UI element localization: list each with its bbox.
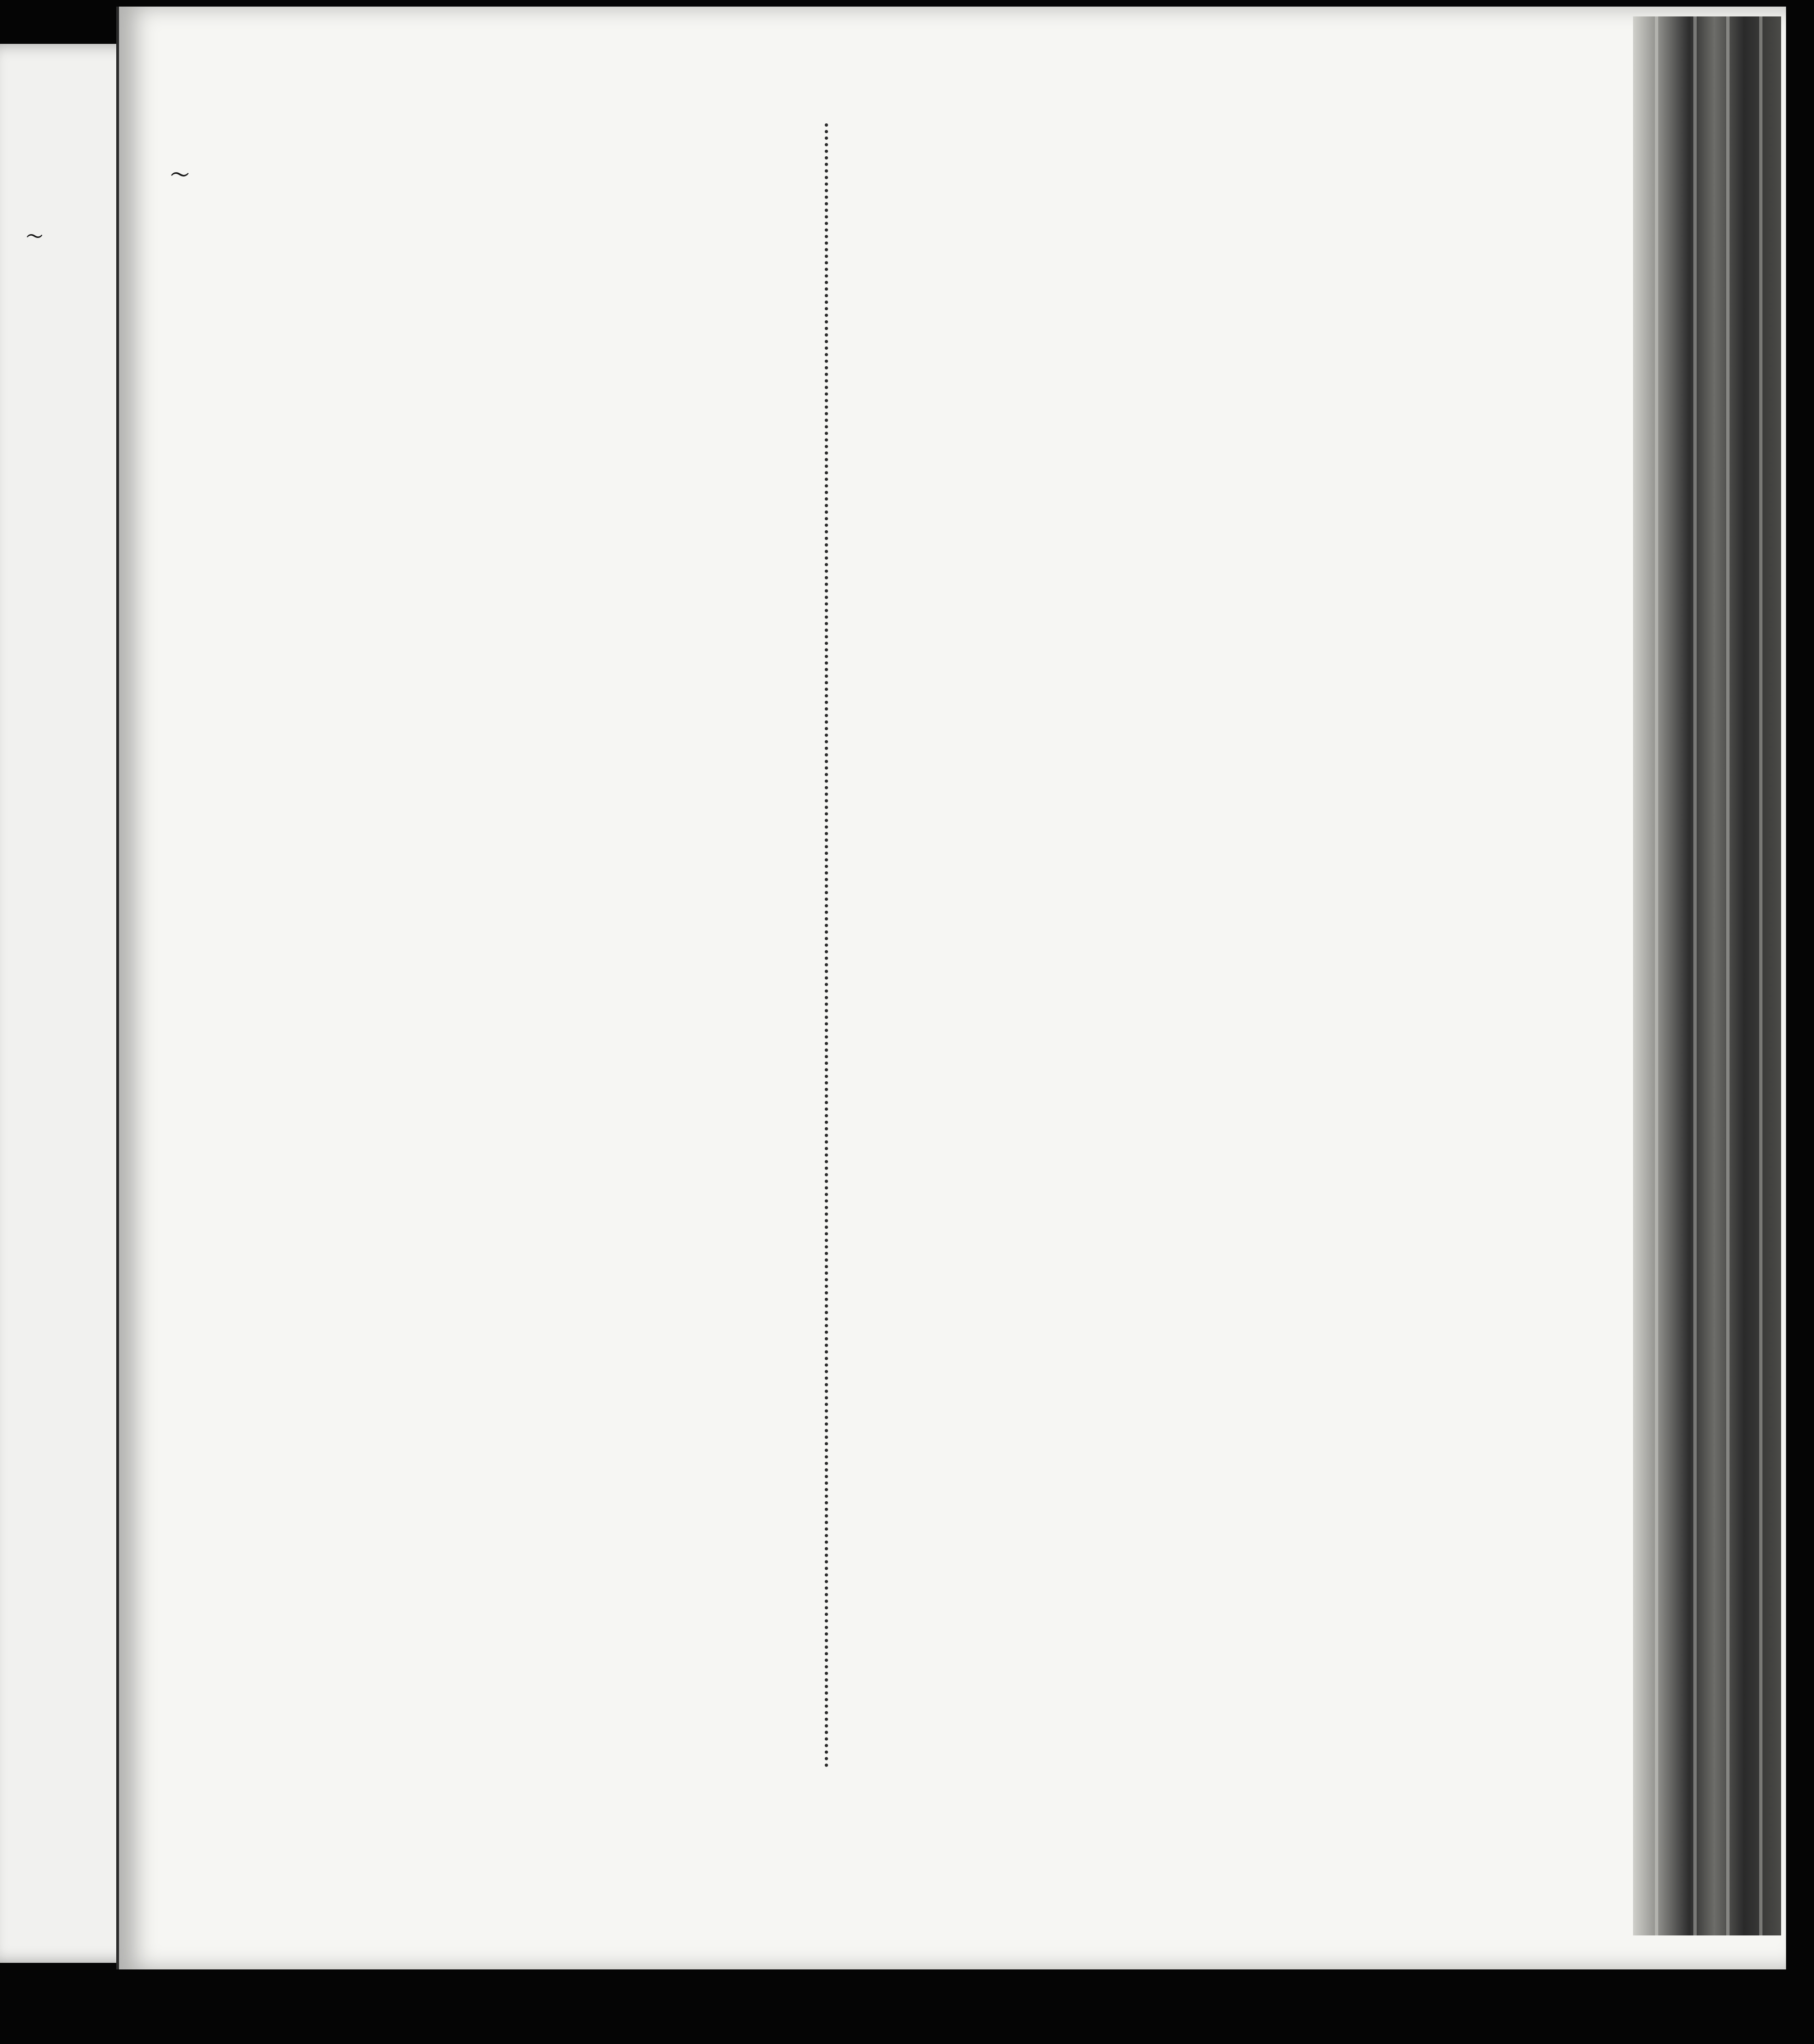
column-divider: [825, 123, 828, 1768]
page-edges: [1633, 16, 1781, 1935]
ornament-icon: 〜: [26, 228, 43, 246]
right-page: [116, 7, 1786, 1969]
anno-domini-left: [147, 140, 213, 186]
left-page-anno-domini: [4, 202, 65, 246]
ornament-icon: 〜: [171, 166, 189, 186]
text-column-right: [844, 104, 1379, 120]
